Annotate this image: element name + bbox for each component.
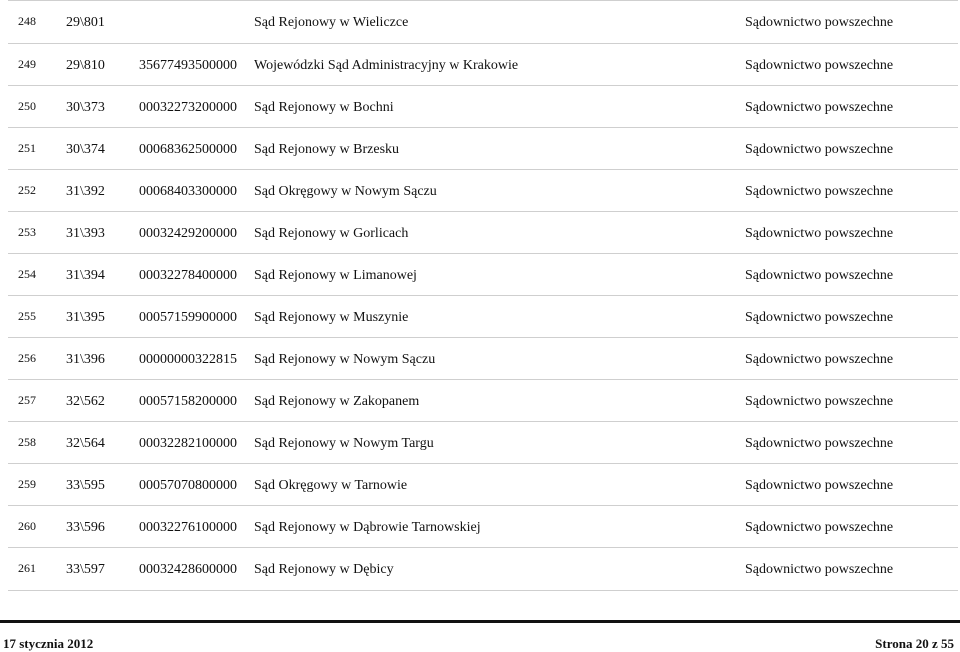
row-number: 250	[18, 99, 36, 113]
table-row	[8, 254, 958, 296]
row-code: 30\374	[66, 142, 105, 157]
row-court-name: Sąd Rejonowy w Brzesku	[254, 142, 400, 157]
row-number: 257	[18, 393, 36, 407]
table-row	[8, 548, 958, 591]
row-code: 31\395	[66, 310, 105, 325]
row-number: 254	[18, 267, 36, 281]
row-court-name: Sąd Rejonowy w Gorlicach	[254, 226, 409, 241]
row-court-name: Sąd Rejonowy w Nowym Targu	[254, 436, 434, 451]
row-court-name: Sąd Rejonowy w Limanowej	[254, 268, 417, 283]
row-court-type: Sądownictwo powszechne	[745, 310, 894, 325]
row-number: 251	[18, 141, 36, 155]
row-code: 33\596	[66, 520, 105, 535]
row-court-name: Sąd Okręgowy w Tarnowie	[254, 478, 408, 493]
table-row	[8, 464, 958, 506]
row-number: 248	[18, 14, 36, 28]
table-row	[8, 296, 958, 338]
row-code: 31\392	[66, 184, 105, 199]
row-number: 253	[18, 225, 36, 239]
row-court-name: Sąd Rejonowy w Bochni	[254, 100, 394, 115]
row-regon: 00057159900000	[139, 310, 237, 325]
row-number: 249	[18, 57, 36, 71]
row-number: 259	[18, 477, 36, 491]
row-code: 32\562	[66, 394, 105, 409]
row-court-type: Sądownictwo powszechne	[745, 562, 894, 577]
row-number: 260	[18, 519, 36, 533]
row-code: 31\396	[66, 352, 105, 367]
row-code: 30\373	[66, 100, 105, 115]
row-court-type: Sądownictwo powszechne	[745, 184, 894, 199]
row-court-name: Sąd Rejonowy w Dąbrowie Tarnowskiej	[254, 520, 481, 535]
row-court-name: Sąd Rejonowy w Dębicy	[254, 562, 394, 577]
row-court-type: Sądownictwo powszechne	[745, 142, 894, 157]
row-court-name: Sąd Rejonowy w Wieliczce	[254, 15, 409, 30]
table-row	[8, 1, 958, 44]
table-row	[8, 422, 958, 464]
row-code: 31\394	[66, 268, 105, 283]
row-court-type: Sądownictwo powszechne	[745, 352, 894, 367]
row-code: 33\595	[66, 478, 105, 493]
table-row	[8, 170, 958, 212]
table-row	[8, 86, 958, 128]
table-row	[8, 506, 958, 548]
table-row	[8, 380, 958, 422]
row-court-type: Sądownictwo powszechne	[745, 100, 894, 115]
row-regon: 00032278400000	[139, 268, 237, 283]
row-court-type: Sądownictwo powszechne	[745, 394, 894, 409]
row-code: 32\564	[66, 436, 105, 451]
row-court-type: Sądownictwo powszechne	[745, 58, 894, 73]
row-court-type: Sądownictwo powszechne	[745, 268, 894, 283]
footer-page-number: Strona 20 z 55	[875, 636, 954, 651]
row-regon: 00032282100000	[139, 436, 237, 451]
row-regon: 00068362500000	[139, 142, 237, 157]
row-code: 29\801	[66, 15, 105, 30]
table-row	[8, 338, 958, 380]
row-court-name: Sąd Rejonowy w Muszynie	[254, 310, 409, 325]
courts-table	[8, 0, 958, 591]
row-number: 261	[18, 561, 36, 575]
row-court-name: Sąd Rejonowy w Zakopanem	[254, 394, 420, 409]
row-regon: 00057070800000	[139, 478, 237, 493]
table-row	[8, 212, 958, 254]
footer-divider	[0, 620, 960, 623]
row-code: 29\810	[66, 58, 105, 73]
row-number: 256	[18, 351, 36, 365]
row-regon: 35677493500000	[139, 58, 237, 73]
row-court-type: Sądownictwo powszechne	[745, 478, 894, 493]
table-row	[8, 44, 958, 86]
row-regon: 00032276100000	[139, 520, 237, 535]
row-code: 33\597	[66, 562, 105, 577]
table-row	[8, 128, 958, 170]
row-number: 255	[18, 309, 36, 323]
row-court-type: Sądownictwo powszechne	[745, 436, 894, 451]
row-regon: 00032273200000	[139, 100, 237, 115]
row-regon: 00032429200000	[139, 226, 237, 241]
row-regon: 00000000322815	[139, 352, 237, 367]
row-regon: 00057158200000	[139, 394, 237, 409]
row-court-name: Sąd Rejonowy w Nowym Sączu	[254, 352, 436, 367]
row-court-type: Sądownictwo powszechne	[745, 226, 894, 241]
row-court-name: Sąd Okręgowy w Nowym Sączu	[254, 184, 437, 199]
row-number: 252	[18, 183, 36, 197]
row-number: 258	[18, 435, 36, 449]
row-court-type: Sądownictwo powszechne	[745, 15, 894, 30]
footer-date: 17 stycznia 2012	[3, 636, 94, 651]
row-court-type: Sądownictwo powszechne	[745, 520, 894, 535]
row-court-name: Wojewódzki Sąd Administracyjny w Krakowie	[254, 58, 519, 73]
row-regon: 00068403300000	[139, 184, 237, 199]
row-regon: 00032428600000	[139, 562, 237, 577]
row-code: 31\393	[66, 226, 105, 241]
